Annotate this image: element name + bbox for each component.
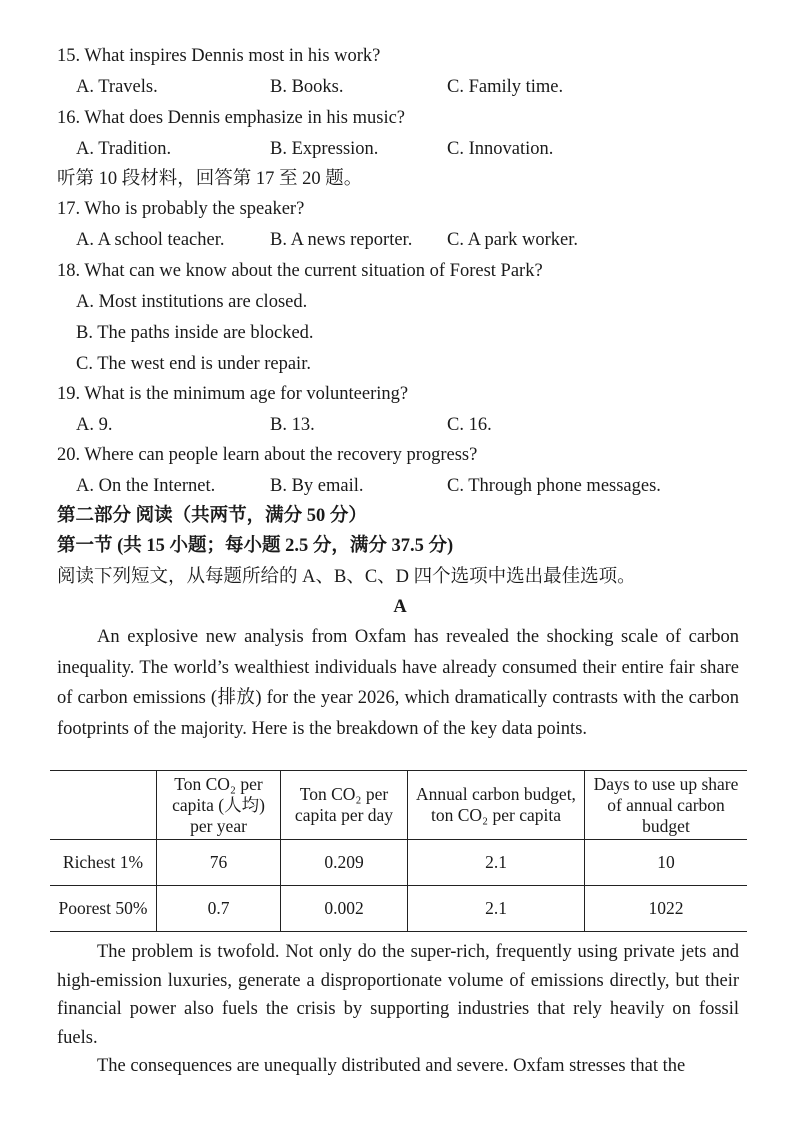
question-17-option-c: C. A park worker.: [447, 230, 579, 250]
passage-paragraph-2: The problem is twofold. Not only do the super-rich, frequently using private jets and high-emission luxuries, generate a disproportionate volume of emissions directly, but their financial power also fuels the crisis by supporting industries that rely heavily on fossil fuels.: [57, 942, 739, 1048]
question-19-option-c: C. 16.: [447, 415, 492, 435]
question-15-option-a: A. Travels.: [76, 77, 158, 97]
question-19-option-b: B. 13.: [270, 415, 315, 435]
question-16-stem: 16. What does Dennis emphasize in his music?: [57, 108, 406, 128]
question-20-option-c: C. Through phone messages.: [447, 476, 661, 496]
question-20-option-a: A. On the Internet.: [76, 476, 216, 496]
question-16-option-b: B. Expression.: [270, 139, 379, 159]
question-18-option-c: C. The west end is under repair.: [76, 354, 311, 374]
passage-body-block: [57, 938, 739, 1081]
table-row: [50, 886, 747, 932]
question-19-option-a: A. 9.: [76, 415, 113, 435]
carbon-data-table: [50, 770, 747, 932]
question-18-option-a: A. Most institutions are closed.: [76, 292, 308, 312]
question-15-stem: 15. What inspires Dennis most in his work?: [57, 46, 381, 66]
question-20-stem: 20. Where can people learn about the recovery progress?: [57, 445, 478, 465]
table-cell: 2.1: [408, 886, 585, 932]
question-18-option-b: B. The paths inside are blocked.: [76, 323, 314, 343]
table-cell: Poorest 50%: [50, 886, 157, 932]
question-15-option-b: B. Books.: [270, 77, 344, 97]
passage-paragraph-3: The consequences are unequally distributed and severe. Oxfam stresses that the: [97, 1056, 686, 1076]
table-cell: 0.209: [281, 840, 408, 886]
table-header-row: [50, 771, 747, 840]
passage-intro-block: [57, 622, 739, 744]
passage-intro: An explosive new analysis from Oxfam has revealed the shocking scale of carbon inequality. The world’s wealthiest individuals have already consumed their entire fair share of carbon emissions (排放) for the year 2026, which dramatically contrasts with the carbon footprints of the majority. Here is the breakdown of the key data points.: [57, 627, 739, 739]
listening-section-note: 听第 10 段材料，回答第 17 至 20 题。: [57, 169, 363, 189]
table-cell: 0.7: [157, 886, 281, 932]
table-header-cell: Ton CO₂ per capita (人均) per year: [157, 771, 281, 840]
table-header-cell: Days to use up share of annual carbon budget: [585, 771, 748, 840]
section-one-heading: 第一节 (共 15 小题；每小题 2.5 分，满分 37.5 分): [57, 536, 454, 556]
reading-instruction: 阅读下列短文，从每题所给的 A、B、C、D 四个选项中选出最佳选项。: [57, 567, 636, 587]
table-cell: 0.002: [281, 886, 408, 932]
table-cell: 76: [157, 840, 281, 886]
question-19-stem: 19. What is the minimum age for volunteering?: [57, 384, 409, 404]
table-header-cell: [50, 771, 157, 840]
question-16-option-c: C. Innovation.: [447, 139, 554, 159]
table-header-cell: Annual carbon budget, ton CO₂ per capita: [408, 771, 585, 840]
table-header-cell: Ton CO₂ per capita per day: [281, 771, 408, 840]
table-row: [50, 840, 747, 886]
table-cell: Richest 1%: [50, 840, 157, 886]
question-17-option-a: A. A school teacher.: [76, 230, 225, 250]
question-15-option-c: C. Family time.: [447, 77, 564, 97]
question-18-stem: 18. What can we know about the current situation of Forest Park?: [57, 261, 543, 281]
question-20-option-b: B. By email.: [270, 476, 364, 496]
table-cell: 10: [585, 840, 748, 886]
table-cell: 1022: [585, 886, 748, 932]
part-two-heading: 第二部分 阅读（共两节，满分 50 分）: [57, 506, 367, 526]
question-16-option-a: A. Tradition.: [76, 139, 172, 159]
passage-label: A: [393, 597, 407, 617]
question-17-option-b: B. A news reporter.: [270, 230, 413, 250]
table-cell: 2.1: [408, 840, 585, 886]
question-17-stem: 17. Who is probably the speaker?: [57, 199, 305, 219]
